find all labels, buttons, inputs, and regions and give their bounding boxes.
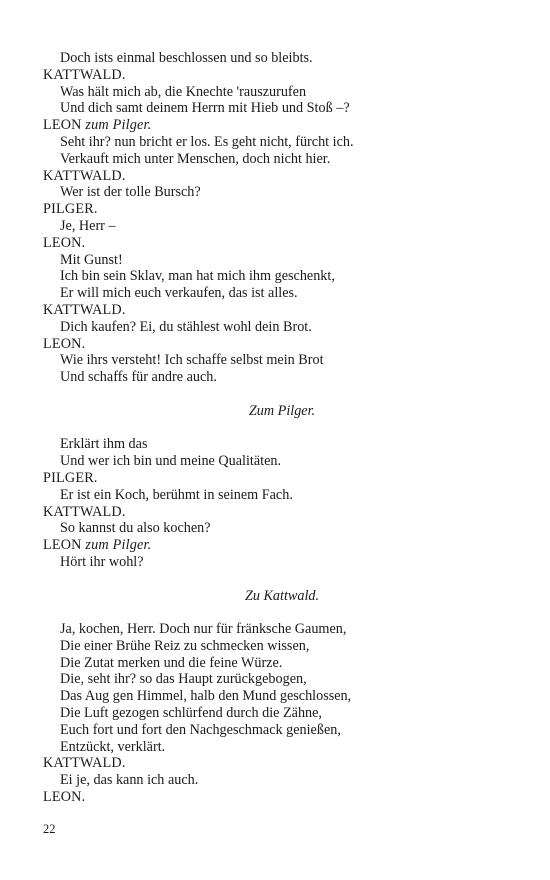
verse-line: Ei je, das kann ich auch. [60,772,199,789]
speaker-label: KATTWALD. [43,503,126,520]
verse-line: Und schaffs für andre auch. [60,369,217,386]
speaker-name [43,504,513,521]
verse-line: Dich kaufen? Ei, du stählest wohl dein Brot. [60,318,312,335]
verse-line: Wie ihrs versteht! Ich schaffe selbst mein Brot [60,352,324,369]
speaker-label: PILGER. [43,469,98,486]
verse-line: Die Zutat merken und die feine Würze. [60,654,283,671]
speaker-label: PILGER. [43,201,98,218]
speaker-label: KATTWALD. [43,755,126,772]
verse-line: Entzückt, verklärt. [60,738,166,755]
spacer [43,571,513,588]
speaker-label: KATTWALD. [43,301,126,318]
verse-line: Er ist ein Koch, berühmt in seinem Fach. [60,486,293,503]
speaker-name [43,470,513,487]
speaker-name [43,755,513,772]
speaker-label: LEON [43,537,82,554]
stage-direction: Zum Pilger. [248,402,316,419]
speaker-name [43,201,513,218]
page-number: 22 [43,822,56,836]
verse-line: Erklärt ihm das [60,436,148,453]
speaker-label: LEON [43,117,82,134]
speaker-label: KATTWALD. [43,66,126,83]
speaker-name [43,336,513,353]
verse-line: Ich bin sein Sklav, man hat mich ihm geschenkt, [60,268,335,285]
verse-line: Mit Gunst! [60,251,123,268]
speaker-name [43,168,513,185]
speaker-name [43,67,513,84]
spacer [43,386,513,403]
speaker-label: LEON. [43,234,86,251]
verse-line: Die Luft gezogen schlürfend durch die Zähne, [60,705,322,722]
verse-line: Wer ist der tolle Bursch? [60,184,201,201]
verse-line: So kannst du also kochen? [60,520,211,537]
speaker-name [43,789,513,806]
play-text [43,50,513,806]
verse-line: Und dich samt deinem Herrn mit Hieb und Stoß –? [60,100,350,117]
stage-direction: Zu Kattwald. [244,587,320,604]
speaker-name [43,537,513,554]
verse-line: Die einer Brühe Reiz zu schmecken wissen, [60,637,310,654]
verse-line: Ja, kochen, Herr. Doch nur für fränksche Gaumen, [60,621,347,638]
speaker-name [43,235,513,252]
spacer [43,420,513,437]
verse-line: Er will mich euch verkaufen, das ist alles. [60,285,298,302]
stage-direction-inline: zum Pilger. [85,117,152,134]
verse-line: Je, Herr – [60,217,116,234]
verse-line: Hört ihr wohl? [60,553,144,570]
speaker-name [43,302,513,319]
verse-line: Verkauft mich unter Menschen, doch nicht hier. [60,150,331,167]
verse-line: Euch fort und fort den Nachgeschmack genießen, [60,721,341,738]
speaker-label: LEON. [43,335,86,352]
verse-line: Doch ists einmal beschlossen und so bleibts. [60,50,313,66]
verse-line: Seht ihr? nun bricht er los. Es geht nicht, fürcht ich. [60,133,354,150]
verse-line: Die, seht ihr? so das Haupt zurückgebogen, [60,671,307,688]
verse-line: Was hält mich ab, die Knechte 'rauszurufen [60,83,307,100]
verse-line: Und wer ich bin und meine Qualitäten. [60,453,282,470]
speaker-label: KATTWALD. [43,167,126,184]
speaker-label: LEON. [43,789,86,806]
speaker-name [43,117,513,134]
verse-line: Das Aug gen Himmel, halb den Mund geschlossen, [60,688,352,705]
stage-direction-inline: zum Pilger. [85,537,152,554]
spacer [43,604,513,621]
